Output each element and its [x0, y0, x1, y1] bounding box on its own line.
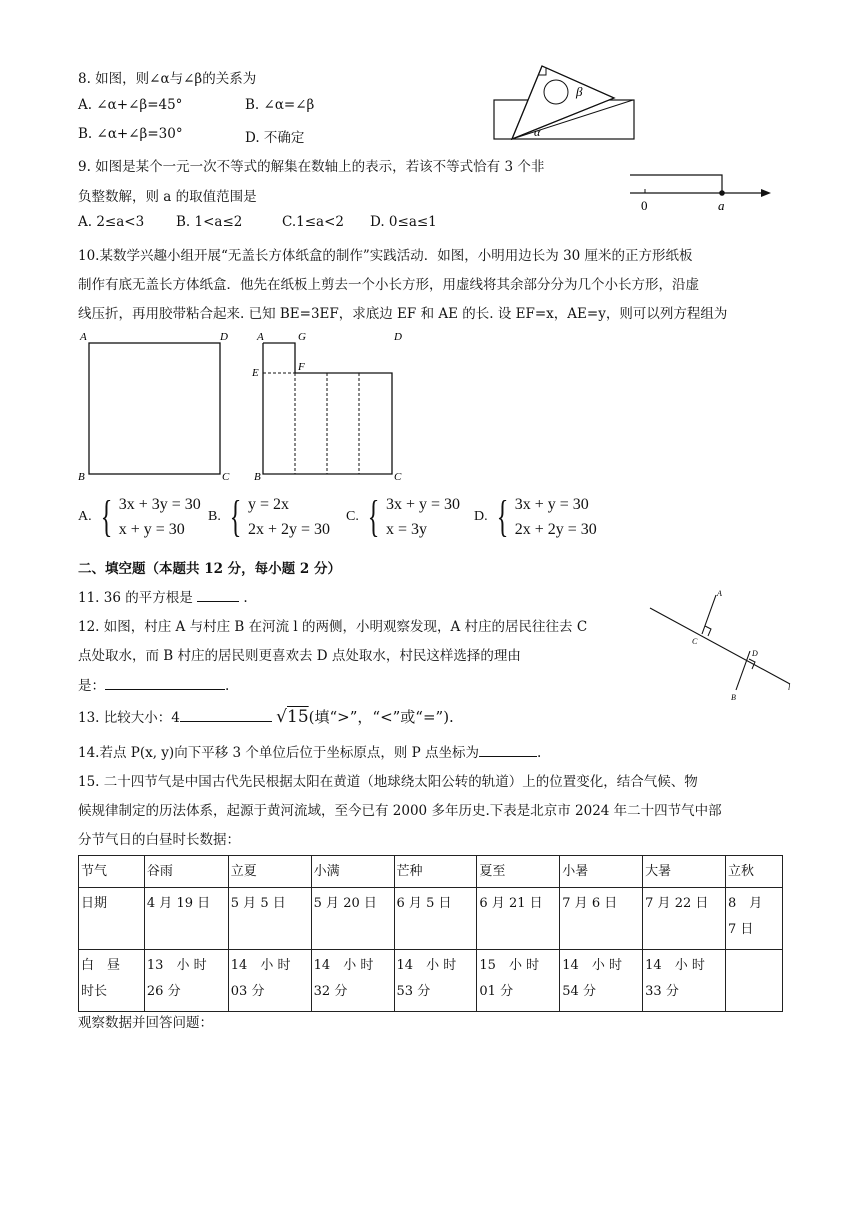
solid-point	[719, 190, 725, 196]
q9-option-b: B. 1<a≤2	[176, 214, 243, 230]
svg-text:A: A	[717, 589, 722, 598]
q12-figure	[645, 586, 795, 706]
q15-line2: 候规律制定的历法体系，起源于黄河流域，至今已有 2000 多年历史.下表是北京市 2024 年二十四节气中部	[78, 803, 722, 819]
alpha-label: α	[534, 125, 541, 139]
q10-figures	[76, 326, 416, 484]
a-label: a	[718, 198, 725, 213]
q12-line2: 点处取水，而 B 村庄的居民则更喜欢去 D 点处取水，村民这样选择的理由	[78, 648, 521, 664]
table-row: 节气 谷雨 立夏 小满 芒种 夏至 小暑 大暑 立秋	[79, 856, 783, 888]
q13-blank[interactable]	[180, 709, 272, 722]
svg-text:C: C	[222, 471, 230, 483]
q9-number-line	[625, 168, 775, 216]
river-line	[650, 608, 790, 684]
solution-bracket	[630, 175, 722, 193]
table-row: 白 昼 时长 13 小 时 26 分 14 小 时 03 分 14 小 时 32 分 14 小 时 53 分 15 小 时 01 分 14 小 时 54 分 14 小 时 33 分	[79, 950, 783, 1012]
table-row: 日期 4 月 19 日 5 月 5 日 5 月 20 日 6 月 5 日 6 月 21 日 7 月 6 日 7 月 22 日 8 月 7 日	[79, 888, 783, 950]
q12-blank[interactable]	[105, 677, 225, 690]
q8-option-b: B. ∠α=∠β	[245, 97, 315, 113]
q15-after: 观察数据并回答问题：	[78, 1015, 213, 1031]
svg-text:D: D	[220, 331, 228, 343]
q10-line2: 制作有底无盖长方体纸盒．他先在纸板上剪去一个小长方形，用虚线将其余部分分为几个小长方形，沿虚	[78, 277, 699, 293]
q8-option-d: D. 不确定	[245, 130, 305, 146]
square-board	[89, 343, 220, 474]
q12-line3: 是： .	[78, 678, 230, 694]
section-heading: 二、填空题（本题共 12 分，每小题 2 分）	[78, 561, 341, 577]
svg-text:A: A	[257, 331, 264, 343]
q14: 14.若点 P(x, y)向下平移 3 个单位后位于坐标原点，则 P 点坐标为 .	[78, 745, 542, 761]
q10-option-a: A. { 3x + 3y = 30 x + y = 30	[78, 492, 201, 541]
zero-label: 0	[641, 198, 648, 213]
q14-blank[interactable]	[479, 744, 537, 757]
svg-text:D: D	[752, 649, 758, 658]
svg-text:F: F	[298, 361, 305, 373]
q10-option-c: C. { 3x + y = 30 x = 3y	[346, 492, 461, 541]
q8-stem: 8. 如图，则∠α与∠β的关系为	[78, 71, 257, 87]
arrow-icon	[761, 189, 771, 197]
q8-figure	[490, 62, 640, 146]
q8-option-c: B. ∠α+∠β=30°	[78, 126, 183, 142]
svg-text:A: A	[80, 331, 87, 343]
q9-stem-line2: 负整数解，则 a 的取值范围是	[78, 189, 257, 205]
q13: 13. 比较大小：4 √15(填“>”，“<”或“=”).	[78, 707, 454, 727]
svg-text:D: D	[394, 331, 402, 343]
svg-text:C: C	[692, 637, 698, 646]
q15-line3: 分节气日的白昼时长数据：	[78, 832, 240, 848]
q9-option-d: D. 0≤a≤1	[370, 214, 437, 230]
beta-label: β	[576, 84, 583, 99]
svg-text:C: C	[394, 471, 402, 483]
svg-text:B: B	[731, 693, 736, 702]
q11-blank[interactable]	[197, 589, 239, 602]
q9-option-c: C.1≤a<2	[282, 214, 344, 230]
q8-option-a: A. ∠α+∠β=45°	[78, 97, 183, 113]
svg-text:B: B	[254, 471, 261, 483]
svg-text:l: l	[788, 683, 791, 692]
q10-option-b: B. { y = 2x 2x + 2y = 30	[208, 492, 331, 541]
q11: 11. 36 的平方根是 .	[78, 590, 248, 606]
svg-text:B: B	[78, 471, 85, 483]
svg-text:E: E	[252, 367, 259, 379]
q9-stem-line1: 9. 如图是某个一元一次不等式的解集在数轴上的表示，若该不等式恰有 3 个非	[78, 159, 545, 175]
q10-line3: 线压折，再用胶带粘合起来. 已知 BE=3EF，求底边 EF 和 AE 的长. 设 EF=x，AE=y，则可以列方程组为	[78, 306, 728, 322]
svg-text:G: G	[298, 331, 306, 343]
solar-terms-table	[78, 855, 783, 1012]
q9-option-a: A. 2≤a<3	[78, 214, 145, 230]
q15-line1: 15. 二十四节气是中国古代先民根据太阳在黄道（地球绕太阳公转的轨道）上的位置变化，结合气候、物	[78, 774, 698, 790]
q10-option-d: D. { 3x + y = 30 2x + 2y = 30	[474, 492, 597, 541]
q12-line1: 12. 如图，村庄 A 与村庄 B 在河流 l 的两侧，小明观察发现，A 村庄的居民往往去 C	[78, 619, 588, 635]
q10-line1: 10.某数学兴趣小组开展“无盖长方体纸盒的制作”实践活动．如图，小明用边长为 30 厘米的正方形纸板	[78, 248, 693, 264]
